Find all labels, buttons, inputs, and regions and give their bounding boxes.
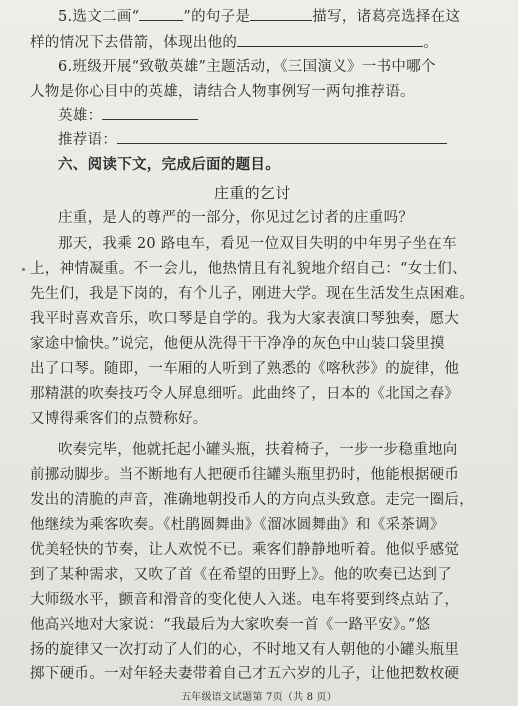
article-line: 上，神情凝重。不一会儿，他热情且有礼貌地介绍自己：“女士们、 <box>30 261 467 277</box>
article-line: 他继续为乘客吹奏。《杜鹃圆舞曲》《溜冰圆舞曲》和《采茶调》 <box>30 517 445 533</box>
question-6-line-1: 6.班级开展“致敬英雄”主题活动，《三国演义》一书中哪个 <box>58 59 436 75</box>
q5-text-4: 样的情况下去借箭，体现出他的 <box>30 35 238 51</box>
article-line: 家途中愉快。”说完，他便从洗得干干净净的灰色中山装口袋里摸 <box>30 336 445 352</box>
article-line: 吹奏完毕，他就托起小罐头瓶，扶着椅子，一步一步稳重地向 <box>58 442 458 458</box>
article-line: 到了某种需求，又吹了首《在希望的田野上》。他的吹奏已达到了 <box>30 567 452 583</box>
scan-speck <box>22 268 25 271</box>
q5-blank-3[interactable] <box>237 32 423 47</box>
question-5-line-2 <box>30 32 438 53</box>
page-footer: 五年级语文试题第 7页（共 8 页） <box>181 692 337 703</box>
hero-answer-line <box>58 105 198 126</box>
recommend-answer-line <box>58 129 447 150</box>
question-6-line-2: 人物是你心目中的英雄，请结合人物事例写一两句推荐语。 <box>30 84 415 100</box>
article-line: 庄重，是人的尊严的一部分，你见过乞讨者的庄重吗？ <box>58 210 414 226</box>
article-line: 扬的旋律又一次打动了人们的心，不时地又有人朝他的小罐头瓶里 <box>30 642 460 658</box>
article-line: 那精湛的吹奏技巧令人屏息细听。此曲终了，日本的《北国之春》 <box>30 386 460 402</box>
recommend-blank[interactable] <box>117 129 447 144</box>
article-line: 我平时喜欢音乐，吹口琴是自学的。我为大家表演口琴独奏，愿大 <box>30 311 460 327</box>
q5-text-3: 描写，诸葛亮选择在这 <box>312 9 461 25</box>
q5-text-2: ”的句子是 <box>183 9 251 25</box>
article-line: 发出的清脆的声音，准确地朝投币人的方向点头致意。走完一圈后， <box>30 492 474 508</box>
hero-blank[interactable] <box>102 105 198 120</box>
recommend-label: 推荐语： <box>58 132 118 148</box>
q5-blank-2[interactable] <box>250 6 312 21</box>
article-line: 又博得乘客们的点赞称好。 <box>30 411 208 427</box>
article-line: 那天，我乘 20 路电车，看见一位双目失明的中年男子坐在车 <box>58 236 457 252</box>
q5-text-5: 。 <box>423 35 439 51</box>
article-line: 出了口琴。随即，一车厢的人听到了熟悉的《喀秋莎》的旋律，他 <box>30 361 460 377</box>
article-line: 先生们，我是下岗的，有个儿子，刚进大学。现在生活发生点困难。 <box>30 286 474 302</box>
q5-blank-1[interactable] <box>139 6 183 21</box>
hero-label: 英雄： <box>58 108 103 124</box>
article-line: 他高兴地对大家说：“我最后为大家吹奏一首《一路平安》。”悠 <box>30 617 431 633</box>
article-line: 大师级水平，颤音和滑音的变化使人入迷。电车将要到终点站了， <box>30 592 460 608</box>
q5-text-1: 5.选文二画“ <box>58 9 140 25</box>
article-line: 前挪动脚步。当不断地有人把硬币往罐头瓶里扔时，他能根据硬币 <box>30 467 460 483</box>
question-5-line-1 <box>58 6 460 27</box>
article-line: 掷下硬币。一对年轻夫妻带着自己才五六岁的儿子，让他把数枚硬 <box>30 666 460 682</box>
article-line: 优美轻快的节奏，让人欢悦不已。乘客们静静地听着。他似乎感觉 <box>30 542 460 558</box>
article-title: 庄重的乞讨 <box>214 184 291 202</box>
section-heading: 六、阅读下文，完成后面的题目。 <box>58 156 280 173</box>
